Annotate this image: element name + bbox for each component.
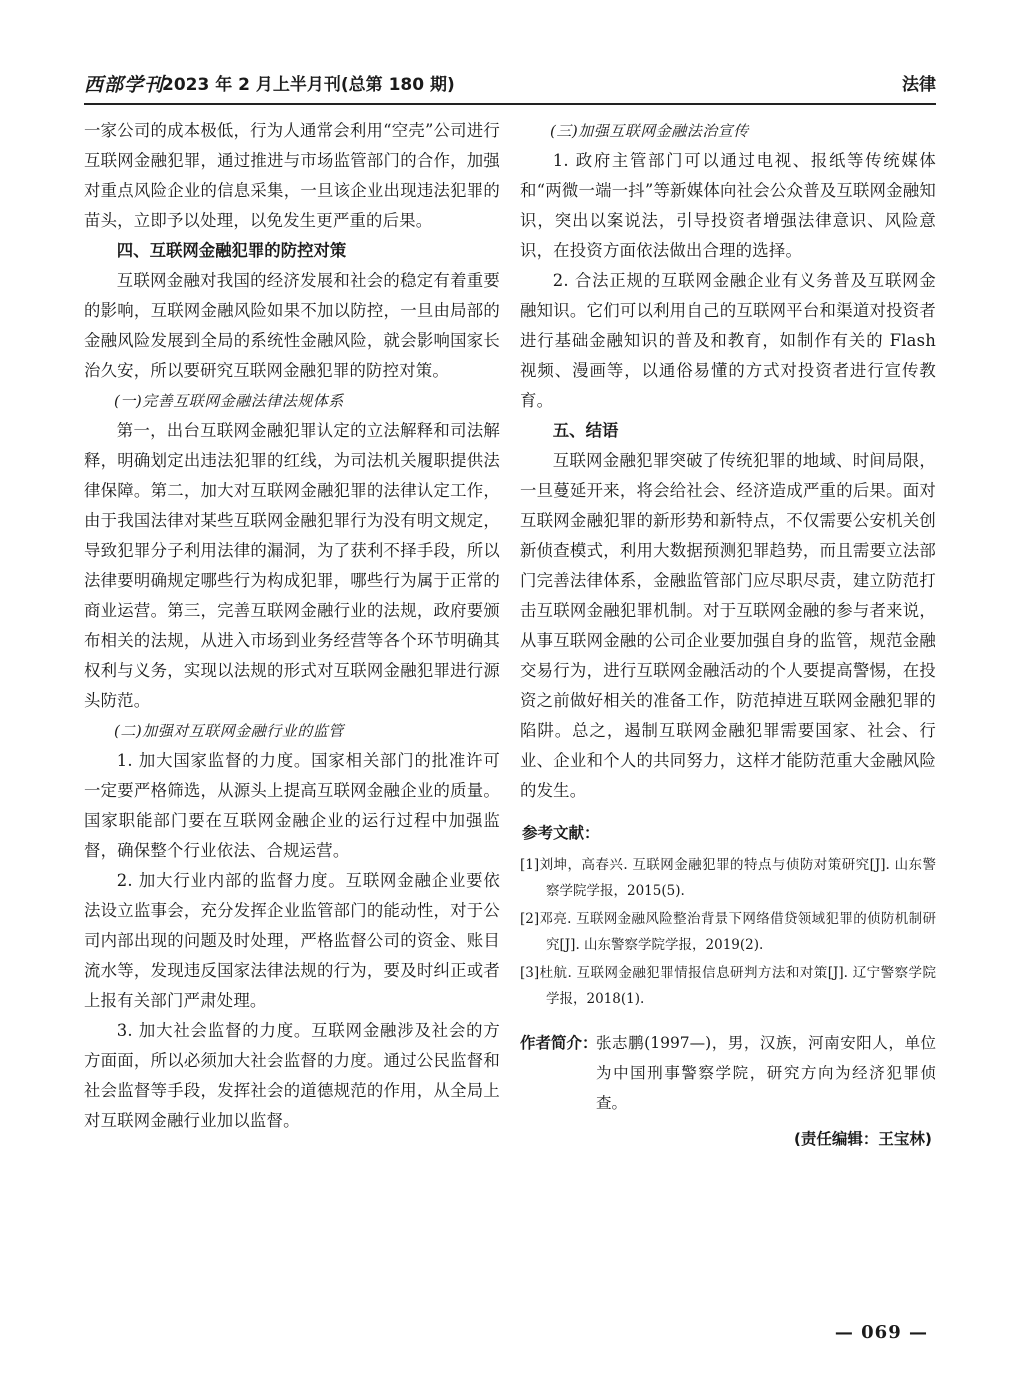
- author-bio: [520, 1028, 936, 1118]
- reference-item: [3]杜航. 互联网金融犯罪情报信息研判方法和对策[J]. 辽宁警察学院学报，2018(1).: [520, 965, 936, 1007]
- paragraph: 互联网金融犯罪突破了传统犯罪的地域、时间局限，一旦蔓延开来，将会给社会、经济造成严重的后果。面对互联网金融犯罪的新形势和新特点，不仅需要公安机关创新侦查模式，利用大数据预测犯罪趋势，而且需要立法部门完善法律体系，金融监管部门应尽职尽责，建立防范打击互联网金融犯罪机制。对于互联网金融的参与者来说，从事互联网金融的公司企业要加强自身的监管，规范金融交易行为，进行互联网金融活动的个人要提高警惕，在投资之前做好相关的准备工作，防范掉进互联网金融犯罪的陷阱。总之，遏制互联网金融犯罪需要国家、社会、行业、企业和个人的共同努力，这样才能防范重大金融风险的发生。: [520, 451, 936, 800]
- paragraph: 1. 加大国家监督的力度。国家相关部门的批准许可一定要严格筛选，从源头上提高互联网金融企业的质量。国家职能部门要在互联网金融企业的运行过程中加强监督，确保整个行业依法、合规运营。: [84, 751, 500, 860]
- section-heading: 四、互联网金融犯罪的防控对策: [116, 241, 347, 260]
- journal-logo: 西部学刊: [84, 74, 165, 96]
- paragraph: 2. 合法正规的互联网金融企业有义务普及互联网金融知识。它们可以利用自己的互联网平台和渠道对投资者进行基础金融知识的普及和教育，如制作有关的 Flash 视频、漫画等，以通俗易懂的方式对投资者进行宣传教育。: [520, 271, 936, 410]
- page-header: [84, 72, 936, 100]
- paragraph: 一家公司的成本极低，行为人通常会利用“空壳”公司进行互联网金融犯罪，通过推进与市场监管部门的合作，加强对重点风险企业的信息采集，一旦该企业出现违法犯罪的苗头，立即予以处理，以免发生更严重的后果。: [84, 121, 500, 230]
- reference-item: [2]邓亮. 互联网金融风险整治背景下网络借贷领域犯罪的侦防机制研究[J]. 山东警察学院学报，2019(2).: [520, 911, 936, 953]
- left-column: [84, 116, 500, 1136]
- references-title: 参考文献：: [522, 824, 600, 842]
- subsection-heading: (一)完善互联网金融法律法规体系: [114, 392, 344, 410]
- subsection-heading: (三)加强互联网金融法治宣传: [550, 122, 749, 140]
- author-text: 张志鹏(1997—)，男，汉族，河南安阳人，单位为中国刑事警察学院，研究方向为经济犯罪侦查。: [596, 1034, 936, 1112]
- reference-item: [1]刘坤，高春兴. 互联网金融犯罪的特点与侦防对策研究[J]. 山东警察学院学报，2015(5).: [520, 857, 936, 899]
- issue-info: 2023 年 2 月上半月刊(总第 180 期): [162, 75, 455, 95]
- paragraph: 2. 加大行业内部的监督力度。互联网金融企业要依法设立监事会，充分发挥企业监管部门的能动性，对于公司内部出现的问题及时处理，严格监督公司的资金、账目流水等，发现违反国家法律法规的行为，要及时纠正或者上报有关部门严肃处理。: [84, 871, 500, 1010]
- section-heading: 五、结语: [552, 421, 619, 440]
- paragraph: 3. 加大社会监督的力度。互联网金融涉及社会的方方面面，所以必须加大社会监督的力度。通过公民监督和社会监督等手段，发挥社会的道德规范的作用，从全局上对互联网金融行业加以监督。: [84, 1021, 500, 1130]
- header-rule: [84, 103, 936, 105]
- author-label: 作者简介：: [520, 1034, 598, 1052]
- paragraph: 互联网金融对我国的经济发展和社会的稳定有着重要的影响，互联网金融风险如果不加以防控，一旦由局部的金融风险发展到全局的系统性金融风险，就会影响国家长治久安，所以要研究互联网金融犯罪的防控对策。: [84, 271, 500, 380]
- editor-note: (责任编辑：王宝林): [793, 1130, 932, 1148]
- right-column: [520, 116, 936, 1154]
- page-number: — 069 —: [834, 1322, 928, 1343]
- section-name: 法律: [902, 75, 936, 95]
- paragraph: 1. 政府主管部门可以通过电视、报纸等传统媒体和“两微一端一抖”等新媒体向社会公众普及互联网金融知识，突出以案说法，引导投资者增强法律意识、风险意识，在投资方面依法做出合理的选择。: [520, 151, 936, 260]
- subsection-heading: (二)加强对互联网金融行业的监管: [114, 722, 344, 740]
- paragraph: 第一，出台互联网金融犯罪认定的立法解释和司法解释，明确划定出违法犯罪的红线，为司法机关履职提供法律保障。第二，加大对互联网金融犯罪的法律认定工作，由于我国法律对某些互联网金融犯罪行为没有明文规定，导致犯罪分子利用法律的漏洞，为了获利不择手段，所以法律要明确规定哪些行为构成犯罪，哪些行为属于正常的商业运营。第三，完善互联网金融行业的法规，政府要颁布相关的法规，从进入市场到业务经营等各个环节明确其权利与义务，实现以法规的形式对互联网金融犯罪进行源头防范。: [84, 421, 500, 710]
